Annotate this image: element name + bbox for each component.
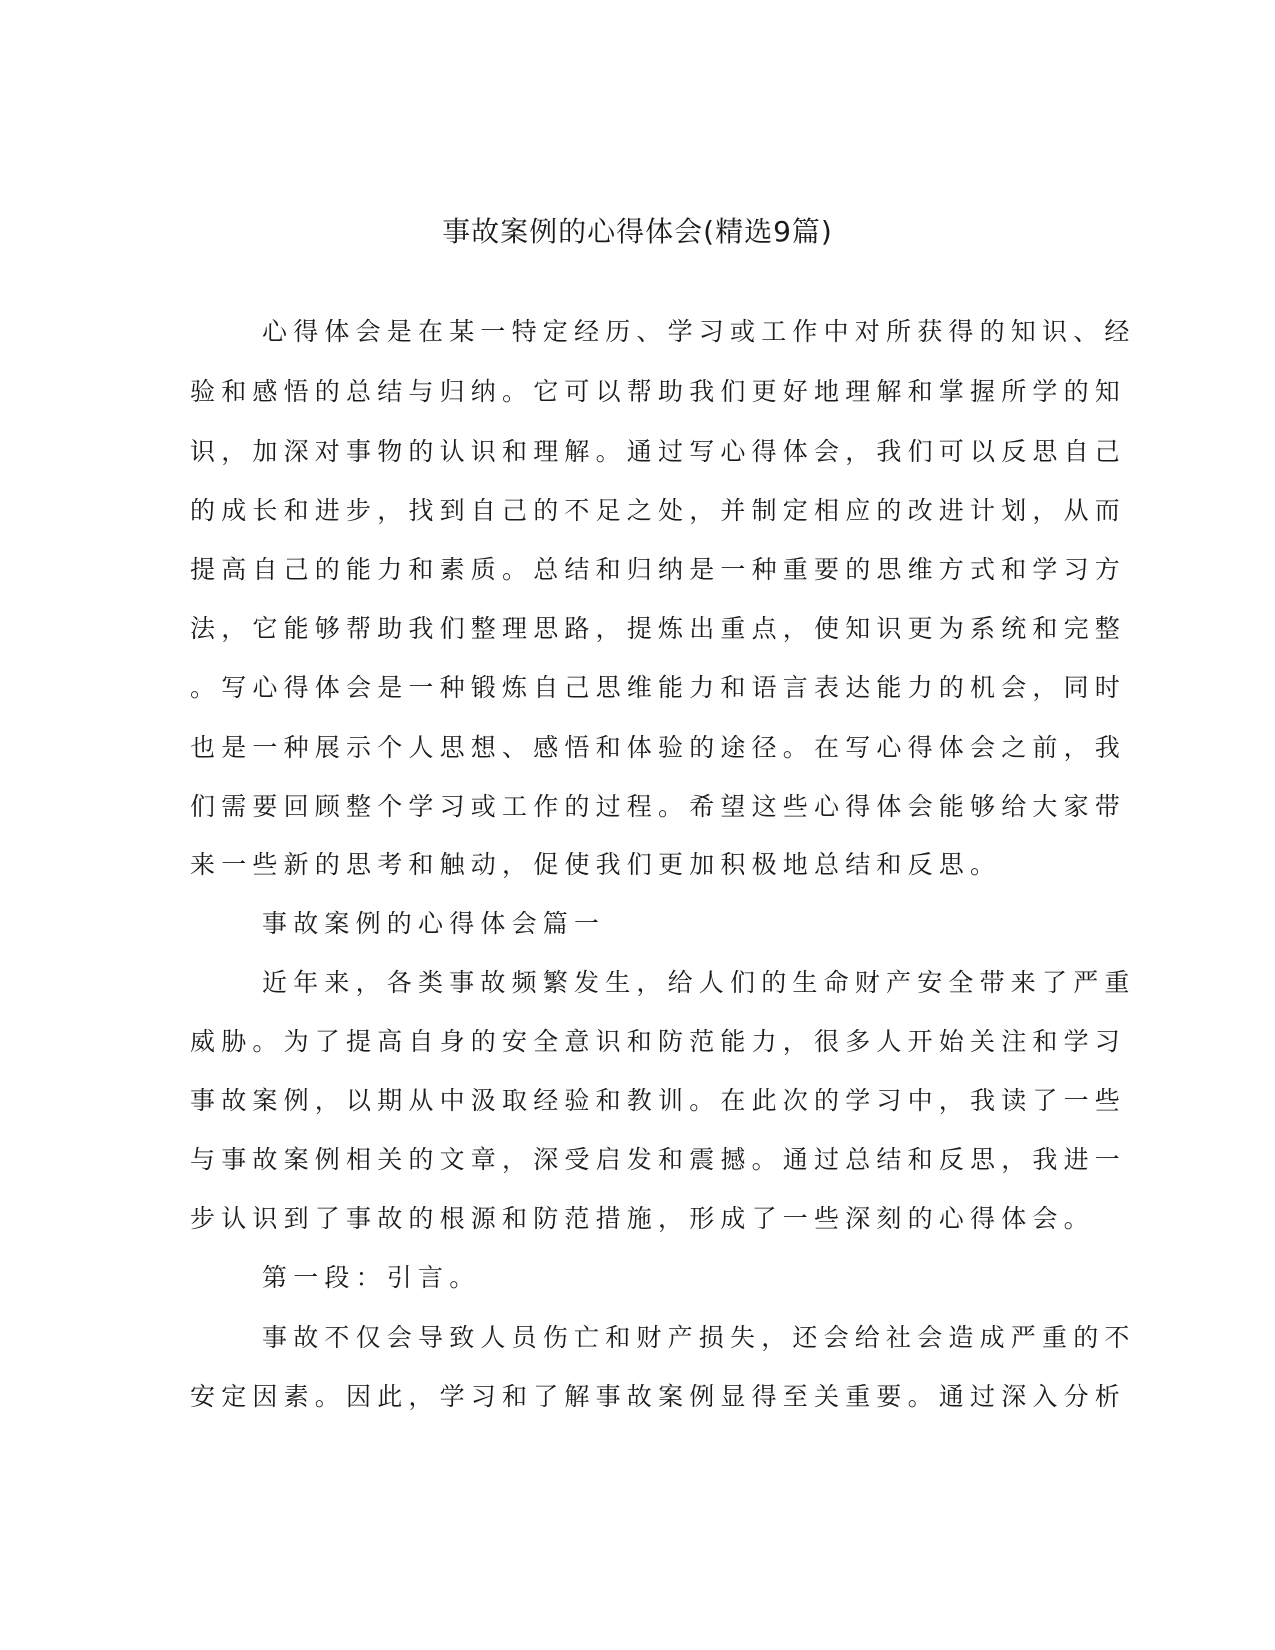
paragraph-line: 威胁。为了提高自身的安全意识和防范能力，很多人开始关注和学习 — [190, 1027, 1127, 1056]
paragraph-line: 近年来，各类事故频繁发生，给人们的生命财产安全带来了严重 — [262, 968, 1136, 997]
paragraph-line: 。写心得体会是一种锻炼自己思维能力和语言表达能力的机会，同时 — [190, 673, 1127, 702]
paragraph-line: 识，加深对事物的认识和理解。通过写心得体会，我们可以反思自己 — [190, 437, 1127, 466]
paragraph-line: 法，它能够帮助我们整理思路，提炼出重点，使知识更为系统和完整 — [190, 614, 1127, 643]
paragraph-line: 也是一种展示个人思想、感悟和体验的途径。在写心得体会之前，我 — [190, 733, 1127, 762]
paragraph-line: 与事故案例相关的文章，深受启发和震撼。通过总结和反思，我进一 — [190, 1145, 1127, 1174]
document-title: 事故案例的心得体会(精选9篇) — [442, 215, 833, 248]
paragraph-line: 心得体会是在某一特定经历、学习或工作中对所获得的知识、经 — [262, 317, 1136, 346]
paragraph-line: 们需要回顾整个学习或工作的过程。希望这些心得体会能够给大家带 — [190, 792, 1127, 821]
paragraph-line: 安定因素。因此，学习和了解事故案例显得至关重要。通过深入分析 — [190, 1382, 1127, 1411]
paragraph-line: 验和感悟的总结与归纳。它可以帮助我们更好地理解和掌握所学的知 — [190, 377, 1127, 406]
subsection-heading: 第一段：引言。 — [262, 1263, 481, 1292]
paragraph-line: 事故不仅会导致人员伤亡和财产损失，还会给社会造成严重的不 — [262, 1323, 1136, 1352]
paragraph-line: 来一些新的思考和触动，促使我们更加积极地总结和反思。 — [190, 850, 1002, 879]
paragraph-line: 步认识到了事故的根源和防范措施，形成了一些深刻的心得体会。 — [190, 1204, 1095, 1233]
paragraph-line: 的成长和进步，找到自己的不足之处，并制定相应的改进计划，从而 — [190, 496, 1127, 525]
paragraph-line: 提高自己的能力和素质。总结和归纳是一种重要的思维方式和学习方 — [190, 555, 1127, 584]
section-heading: 事故案例的心得体会篇一 — [262, 909, 606, 938]
paragraph-line: 事故案例，以期从中汲取经验和教训。在此次的学习中，我读了一些 — [190, 1086, 1127, 1115]
